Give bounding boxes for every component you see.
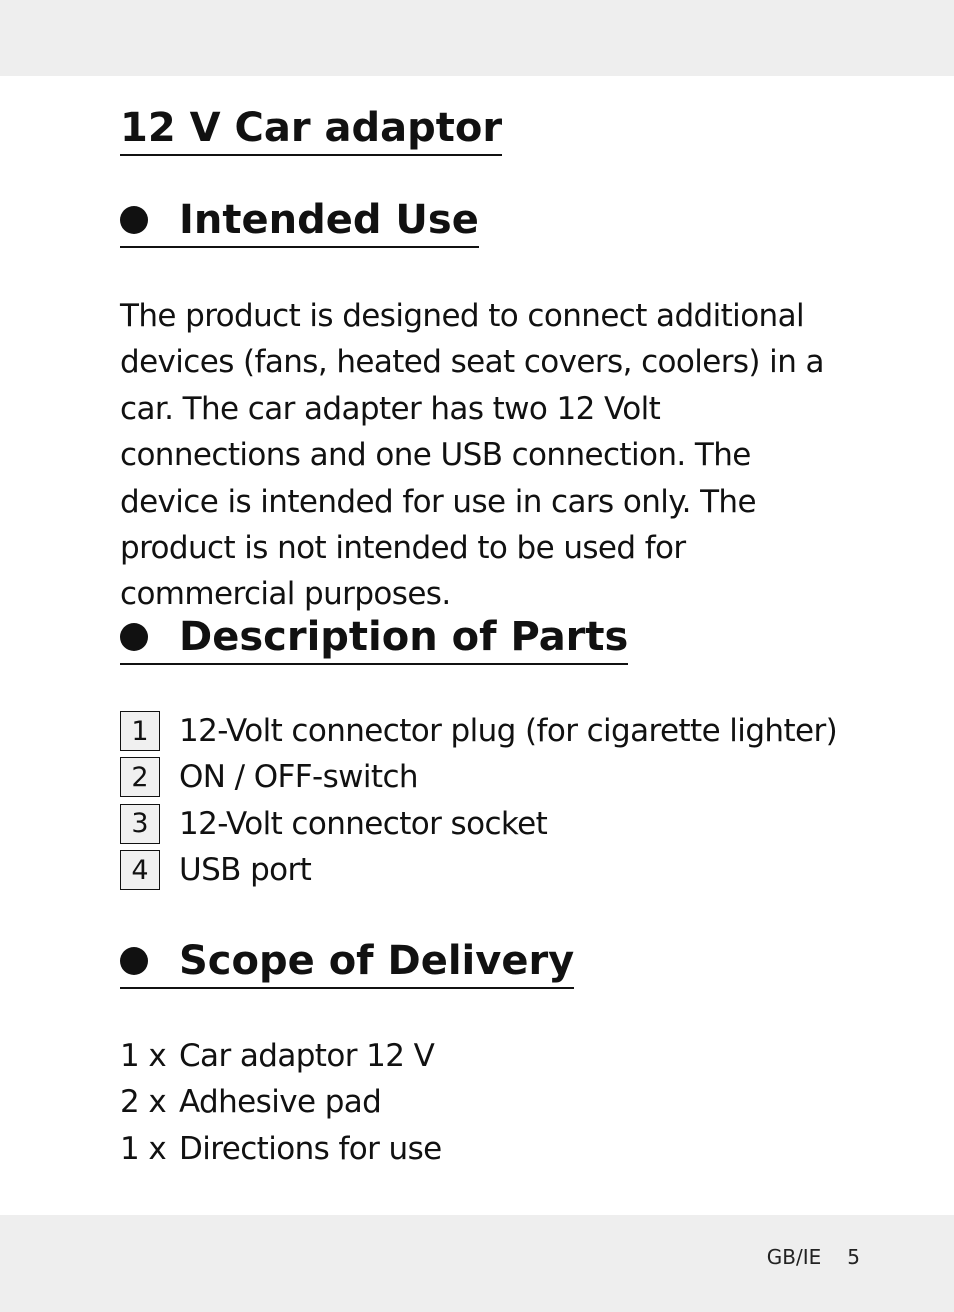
scope-label: Car adaptor 12 V bbox=[179, 1038, 435, 1075]
part-number-box: 2 bbox=[120, 757, 160, 797]
scope-quantity: 1 x bbox=[120, 1130, 167, 1167]
section-heading-intended-use bbox=[120, 196, 479, 248]
top-margin-band bbox=[0, 0, 954, 76]
part-number-box: 1 bbox=[120, 711, 160, 751]
part-number-box: 3 bbox=[120, 804, 160, 844]
intended-use-paragraph: The product is designed to connect additional devices (fans, heated seat covers, coolers) in a car. The car adapter has two 12 Volt connections and one USB connection. The device is intended for use in cars only. The product is not intended to be used for commercial purposes. bbox=[120, 298, 824, 613]
part-number-box: 4 bbox=[120, 850, 160, 890]
section-heading-description-of-parts bbox=[120, 613, 628, 665]
part-label: 12-Volt connector plug (for cigarette lighter) bbox=[179, 713, 838, 750]
list-item bbox=[120, 754, 837, 800]
list-item bbox=[120, 1033, 442, 1079]
section-heading-scope-of-delivery bbox=[120, 937, 574, 989]
footer-locale: GB/IE bbox=[766, 1245, 822, 1269]
scope-label: Adhesive pad bbox=[179, 1084, 382, 1121]
list-item bbox=[120, 708, 837, 754]
list-item bbox=[120, 1126, 442, 1172]
part-label: 12-Volt connector socket bbox=[179, 805, 548, 842]
bullet-icon bbox=[120, 947, 148, 975]
list-item bbox=[120, 847, 837, 893]
page-footer bbox=[767, 1245, 860, 1269]
part-label: ON / OFF-switch bbox=[179, 759, 418, 796]
bullet-icon bbox=[120, 206, 148, 234]
section-heading-label: Scope of Delivery bbox=[179, 938, 575, 984]
scope-quantity: 1 x bbox=[120, 1038, 167, 1075]
footer-page-number: 5 bbox=[847, 1245, 860, 1269]
page-title: 12 V Car adaptor bbox=[120, 104, 502, 156]
part-label: USB port bbox=[179, 852, 312, 889]
scope-quantity: 2 x bbox=[120, 1084, 167, 1121]
section-heading-label: Description of Parts bbox=[179, 614, 629, 660]
scope-label: Directions for use bbox=[179, 1130, 442, 1167]
parts-list bbox=[120, 708, 837, 893]
bullet-icon bbox=[120, 623, 148, 651]
scope-list bbox=[120, 1033, 442, 1172]
section-heading-label: Intended Use bbox=[179, 197, 479, 243]
list-item bbox=[120, 1079, 442, 1125]
list-item bbox=[120, 801, 837, 847]
